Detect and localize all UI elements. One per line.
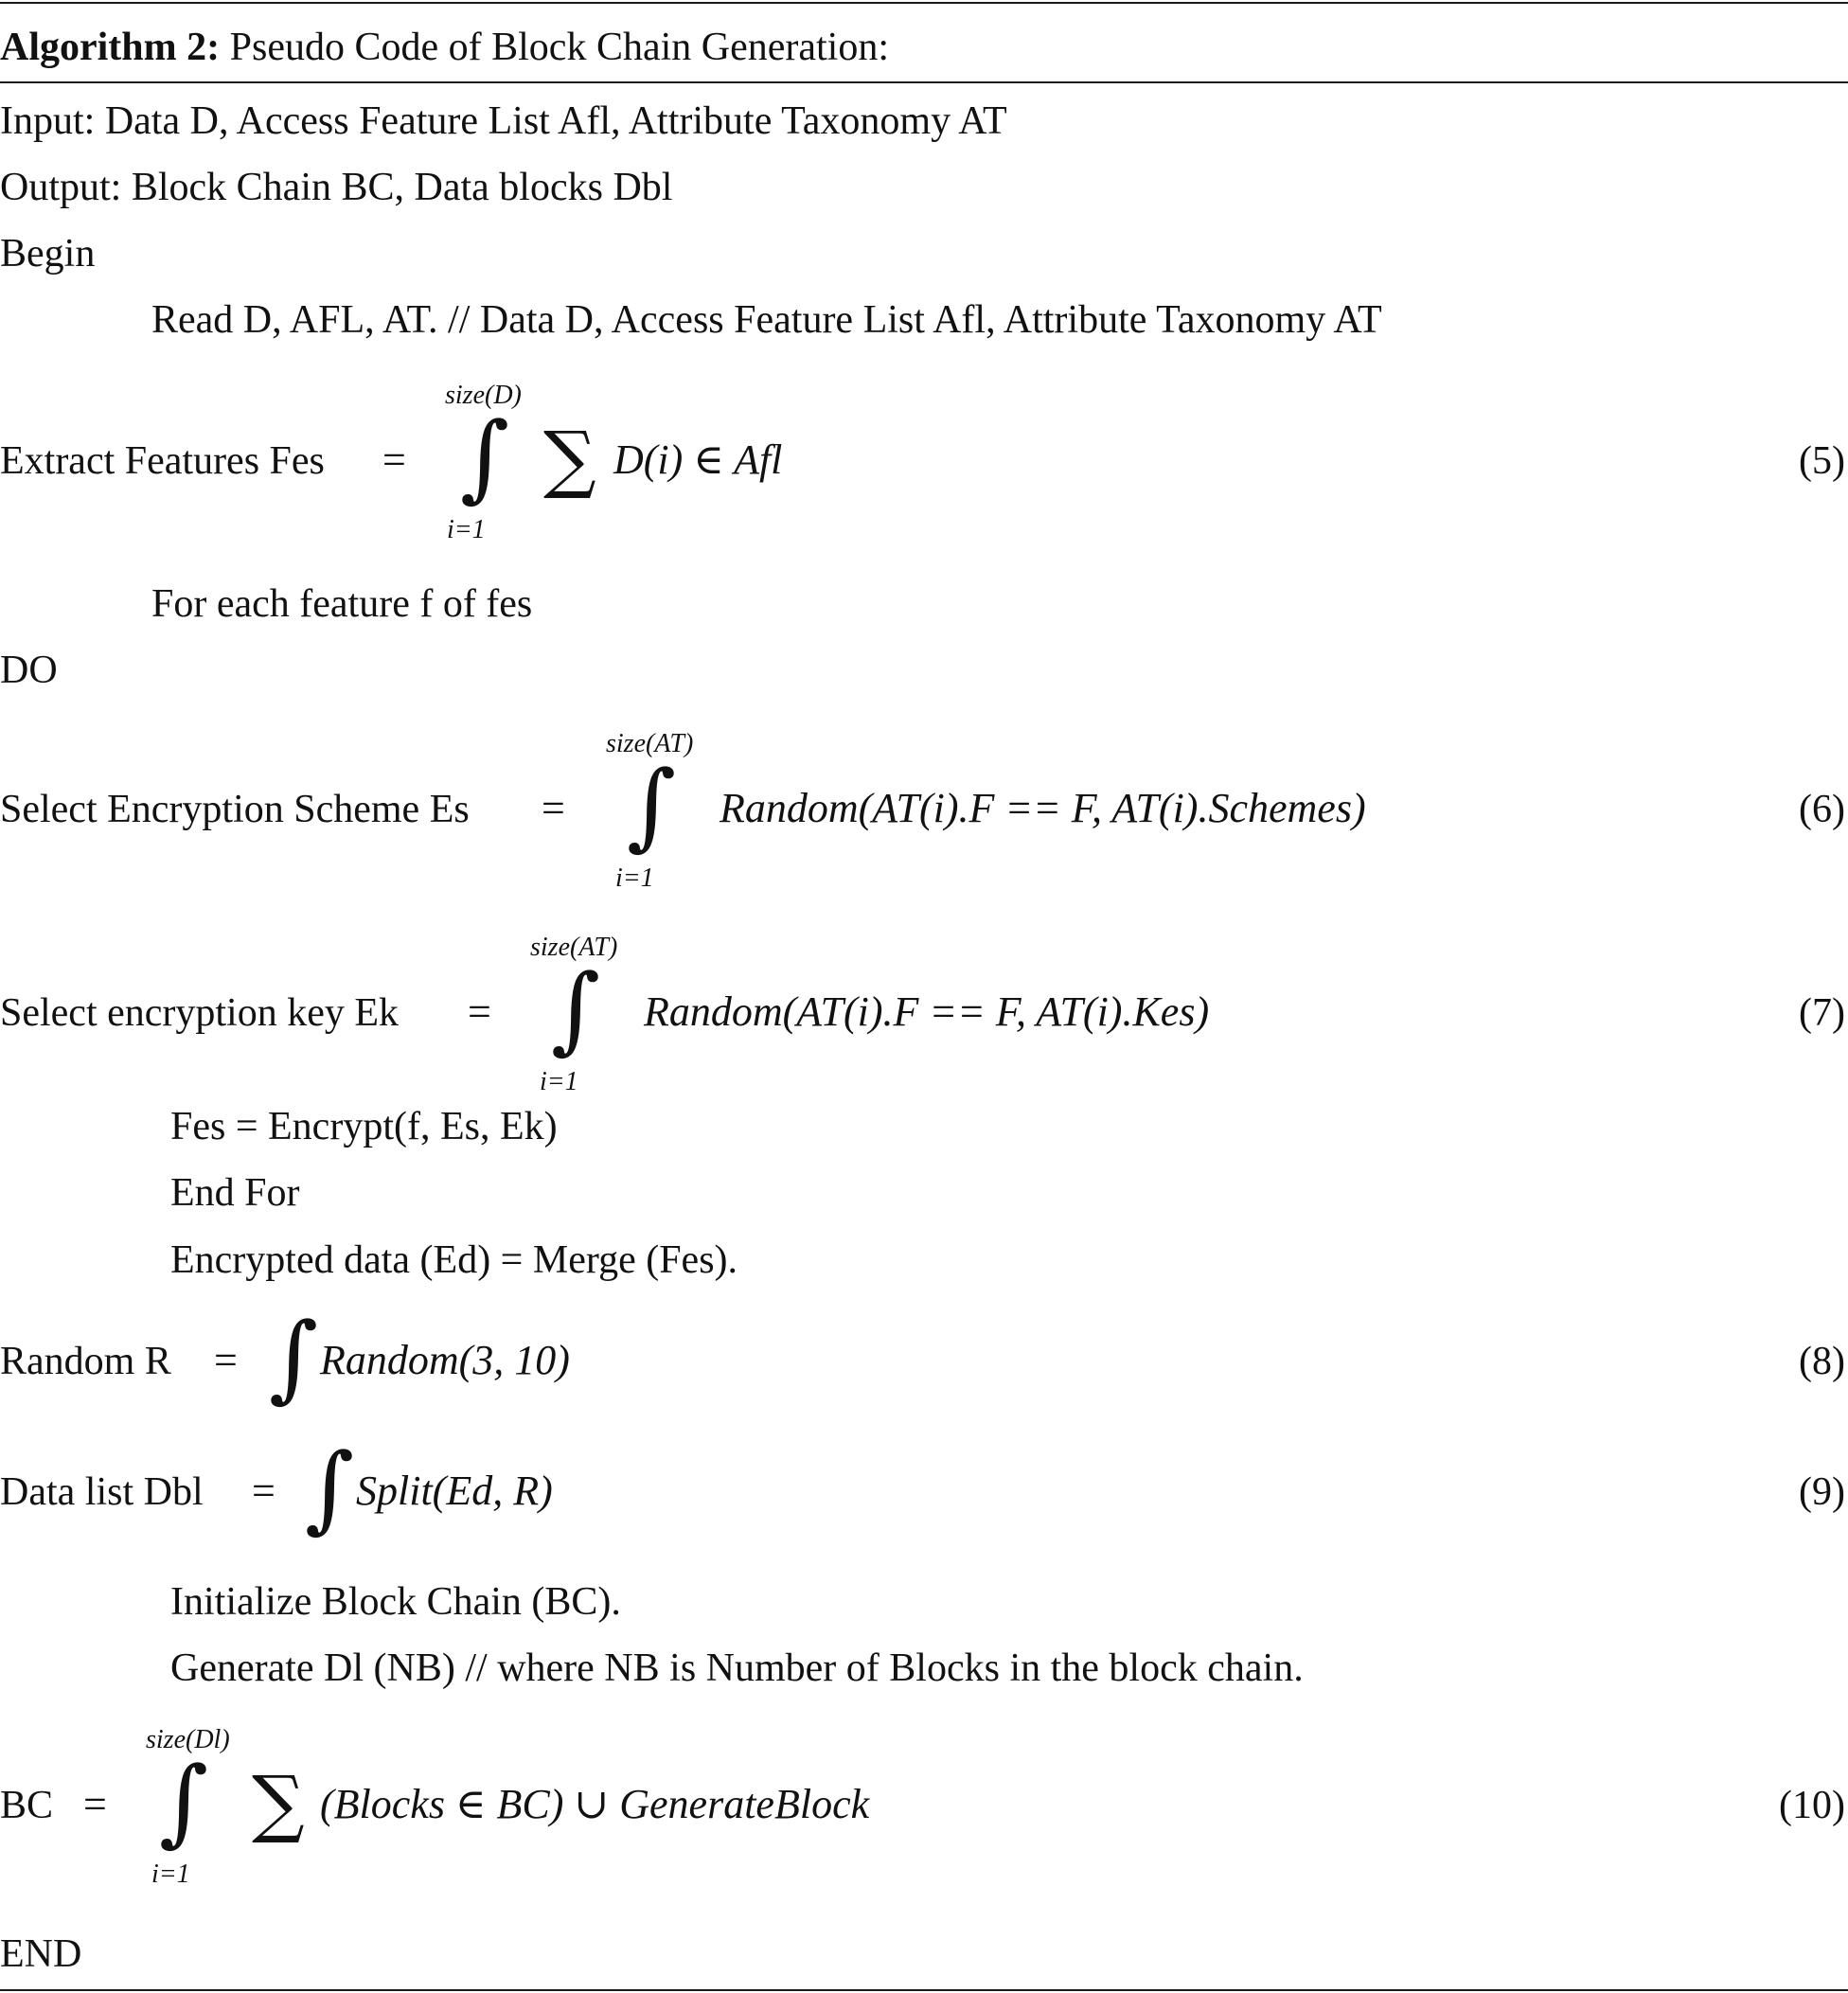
equation-7 <box>0 926 1848 1134</box>
summation-icon: ∑ <box>543 417 596 502</box>
equation-8-equals: = <box>214 1337 238 1383</box>
equation-8-number: (8) <box>1799 1340 1845 1383</box>
for-each-line: For each feature f of fes <box>151 582 533 626</box>
equation-5-upper-limit: size(D) <box>445 381 522 410</box>
equation-10-upper-limit: size(Dl) <box>146 1725 230 1754</box>
equation-6-body: Random(AT(i).F == F, AT(i).Schemes) <box>720 785 1366 831</box>
read-line: Read D, AFL, AT. // Data D, Access Feature List Afl, Attribute Taxonomy AT <box>151 298 1382 342</box>
input-line: Input: Data D, Access Feature List Afl, Attribute Taxonomy AT <box>0 99 1007 143</box>
integral-icon: ∫ <box>305 1432 355 1543</box>
equation-5 <box>0 374 1848 582</box>
top-rule <box>0 2 1848 4</box>
equation-6 <box>0 722 1848 931</box>
generate-dl-line: Generate Dl (NB) // where NB is Number of Blocks in the block chain. <box>170 1646 1304 1690</box>
equation-10-number: (10) <box>1779 1784 1845 1827</box>
equation-8 <box>0 1297 1848 1420</box>
equation-10-lhs: BC <box>0 1784 54 1827</box>
equation-6-lhs: Select Encryption Scheme Es <box>0 788 470 831</box>
equation-5-body: D(i) ∈ Afl <box>613 436 783 483</box>
equation-8-lhs: Random R <box>0 1340 171 1383</box>
integral-icon: ∫ <box>269 1302 319 1413</box>
equation-10 <box>0 1718 1848 1927</box>
equation-10-lower-limit: i=1 <box>151 1860 190 1889</box>
algorithm-title: Pseudo Code of Block Chain Generation: <box>229 26 890 69</box>
equation-7-number: (7) <box>1799 991 1845 1035</box>
equation-9 <box>0 1428 1848 1551</box>
equation-7-lower-limit: i=1 <box>540 1067 578 1096</box>
equation-5-number: (5) <box>1799 439 1845 483</box>
equation-10-body: (Blocks ∈ BC) ∪ GenerateBlock <box>320 1781 870 1827</box>
integral-icon: ∫ <box>460 401 510 512</box>
equation-7-equals: = <box>468 988 491 1035</box>
equation-5-equals: = <box>382 436 406 483</box>
init-bc-line: Initialize Block Chain (BC). <box>170 1580 621 1624</box>
equation-7-upper-limit: size(AT) <box>530 933 618 962</box>
end-line: END <box>0 1932 82 1976</box>
do-line: DO <box>0 649 58 692</box>
equation-8-body: Random(3, 10) <box>320 1337 570 1383</box>
equation-9-lhs: Data list Dbl <box>0 1470 204 1514</box>
equation-10-equals: = <box>83 1781 107 1827</box>
heading-rule <box>0 81 1848 83</box>
equation-9-equals: = <box>252 1468 275 1514</box>
begin-line: Begin <box>0 232 96 276</box>
integral-icon: ∫ <box>627 750 677 861</box>
output-line: Output: Block Chain BC, Data blocks Dbl <box>0 166 673 209</box>
equation-6-equals: = <box>542 785 565 831</box>
equation-9-number: (9) <box>1799 1470 1845 1514</box>
merge-line: Encrypted data (Ed) = Merge (Fes). <box>170 1238 738 1282</box>
equation-5-lower-limit: i=1 <box>447 515 486 544</box>
bottom-rule <box>0 1989 1848 1991</box>
equation-7-body: Random(AT(i).F == F, AT(i).Kes) <box>644 988 1210 1035</box>
equation-5-lhs: Extract Features Fes <box>0 439 325 483</box>
equation-7-lhs: Select encryption key Ek <box>0 991 400 1035</box>
summation-icon: ∑ <box>252 1761 305 1846</box>
encrypt-line: Fes = Encrypt(f, Es, Ek) <box>170 1105 558 1148</box>
equation-6-lower-limit: i=1 <box>615 863 654 893</box>
equation-9-body: Split(Ed, R) <box>356 1468 553 1514</box>
algorithm-label: Algorithm 2: <box>0 26 221 69</box>
algorithm-heading <box>0 25 889 70</box>
equation-6-upper-limit: size(AT) <box>606 729 694 758</box>
integral-icon: ∫ <box>551 953 601 1064</box>
integral-icon: ∫ <box>159 1746 209 1857</box>
end-for-line: End For <box>170 1171 300 1215</box>
equation-6-number: (6) <box>1799 788 1845 831</box>
